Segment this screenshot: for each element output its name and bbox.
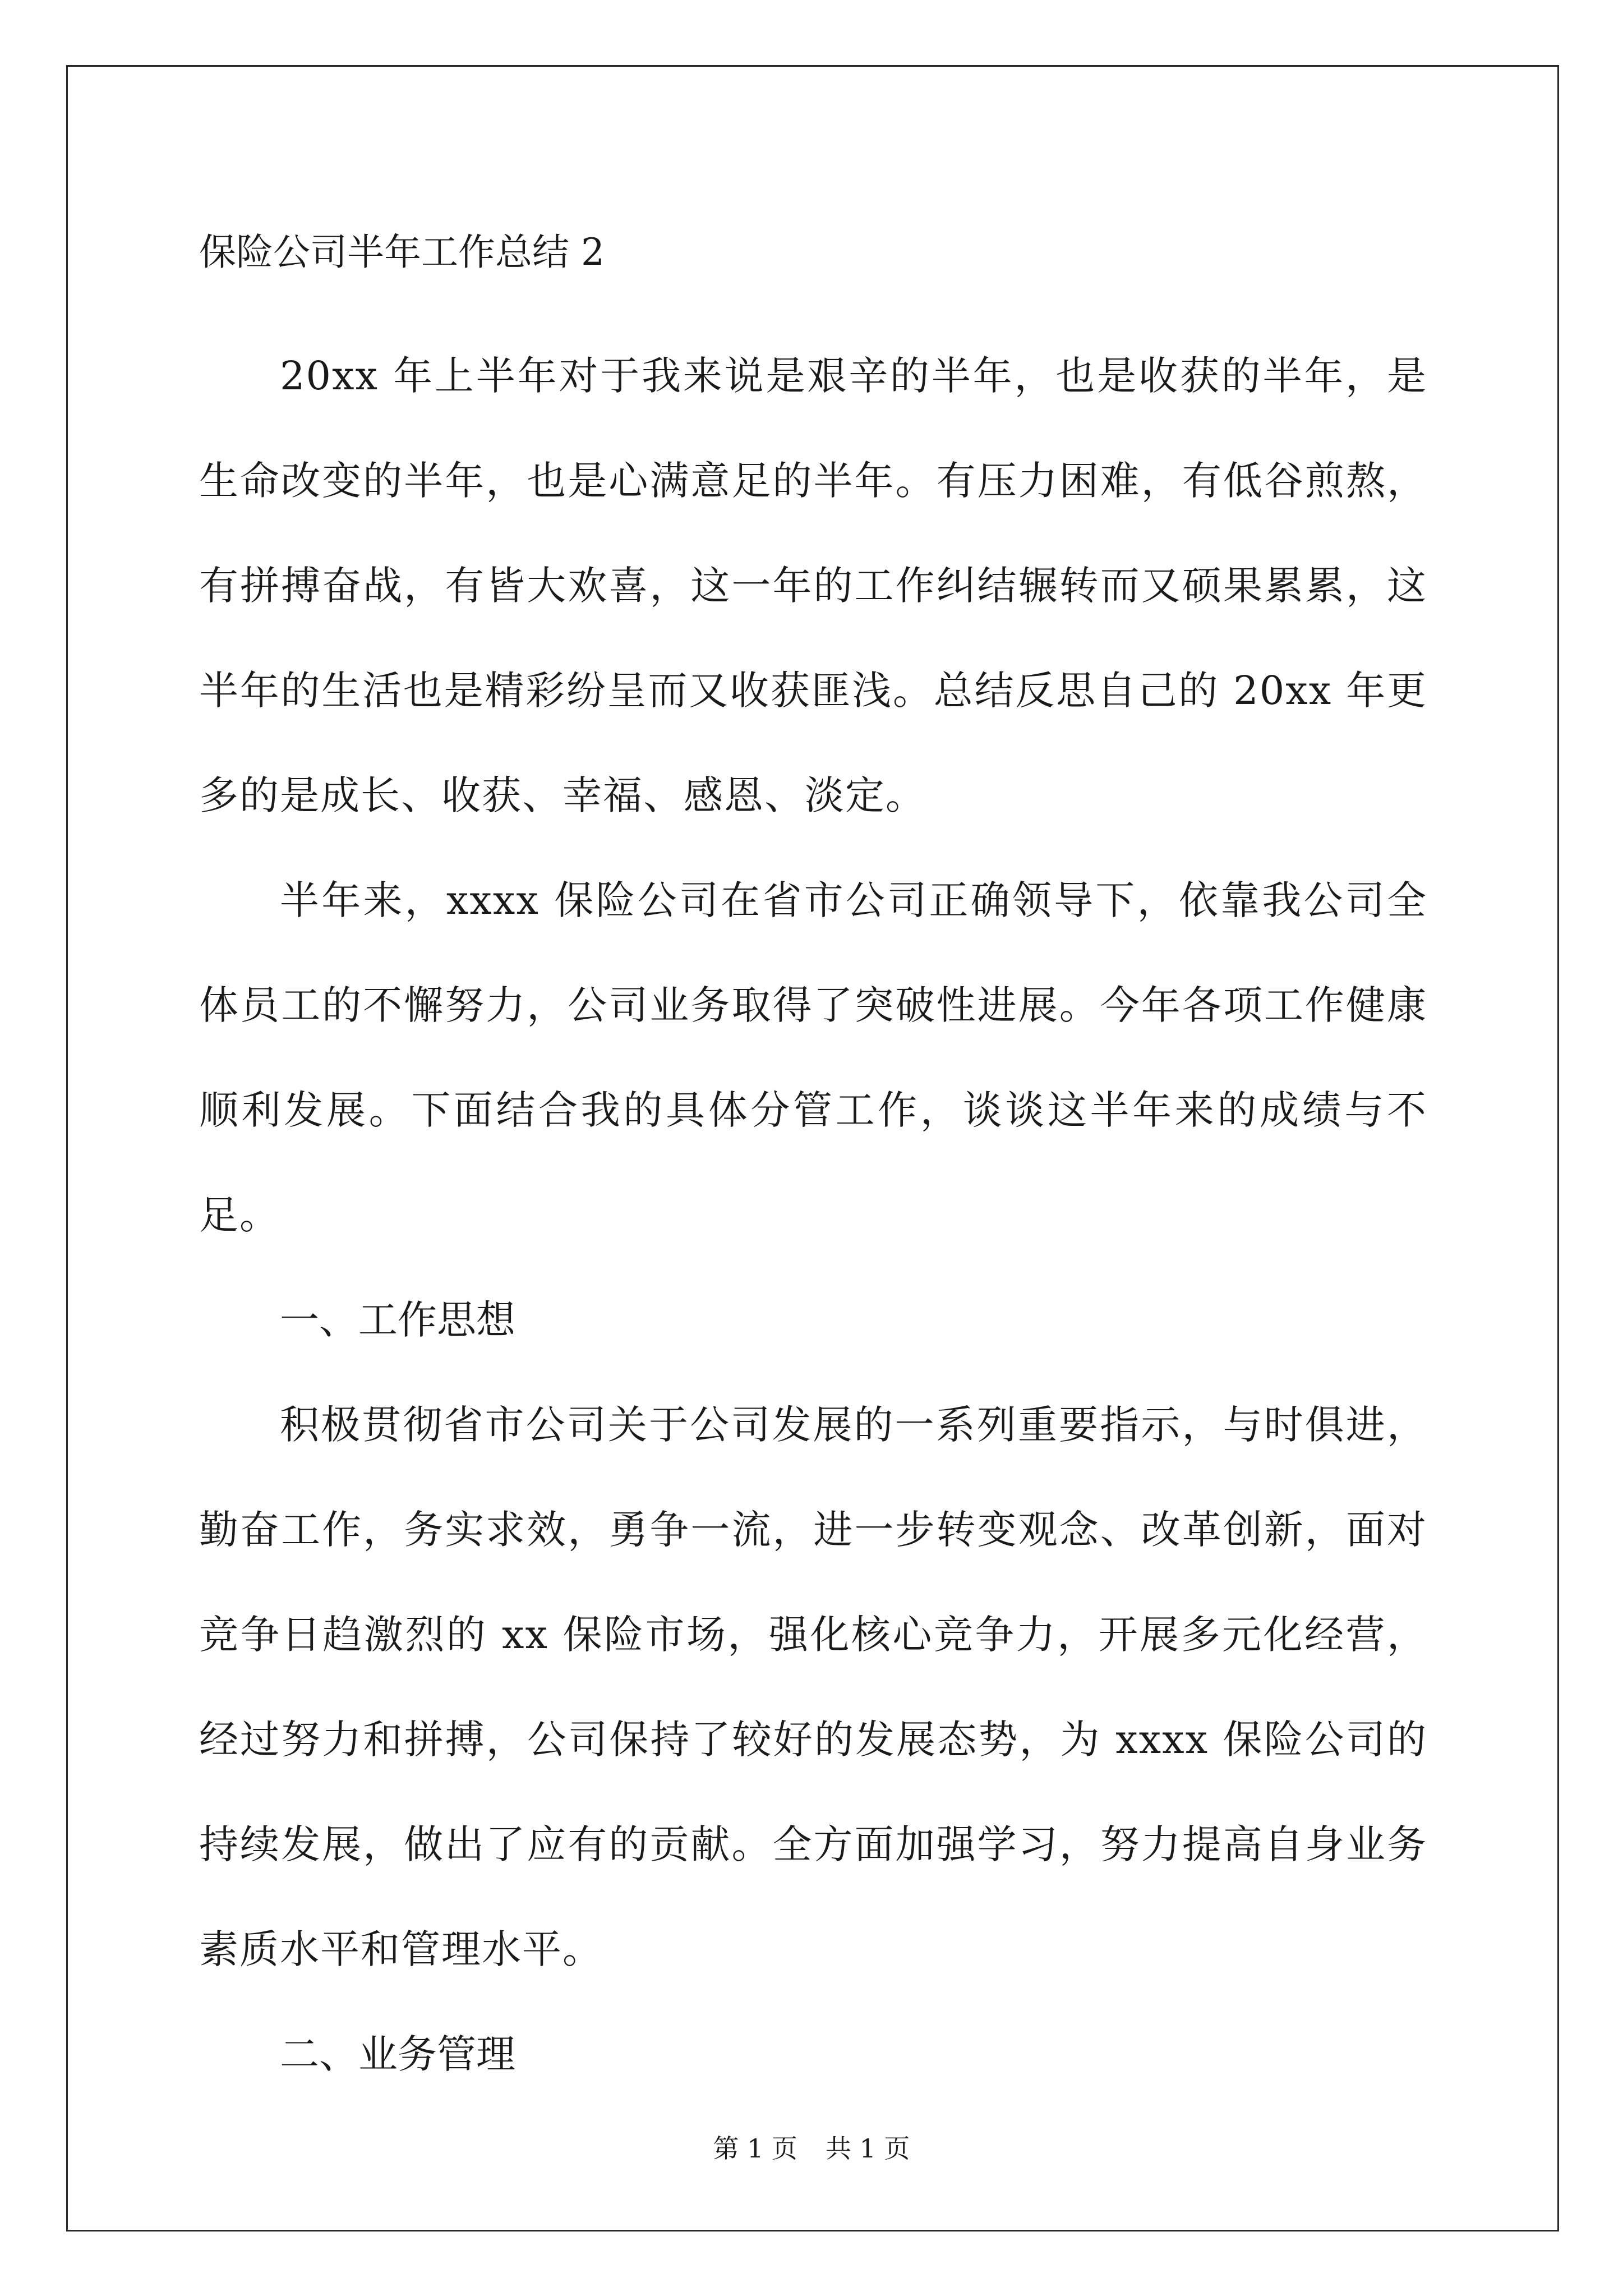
- page-number-total: 共 1 页: [826, 2133, 910, 2164]
- page-number-current: 第 1 页: [713, 2133, 797, 2164]
- document-body: [199, 227, 1427, 2107]
- paragraph-intro: 20xx 年上半年对于我来说是艰辛的半年，也是收获的半年，是生命改变的半年，也是心满意足的半年。有压力困难，有低谷煎熬，有拼搏奋战，有皆大欢喜，这一年的工作纠结辗转而又硕果累累，这半年的生活也是精彩纷呈而又收获匪浅。总结反思自己的 20xx 年更多的是成长、收获、幸福、感恩、淡定。: [199, 353, 1427, 818]
- section-heading-work-thinking: 一、工作思想: [280, 1297, 515, 1343]
- document-title: 保险公司半年工作总结 2: [199, 231, 605, 274]
- paragraph-work-thinking: 积极贯彻省市公司关于公司发展的一系列重要指示，与时俱进，勤奋工作，务实求效，勇争一流，进一步转变观念、改革创新，面对竞争日趋激烈的 xx 保险市场，强化核心竞争力，开展多元化经营，经过努力和拼搏，公司保持了较好的发展态势，为 xxxx 保险公司的持续发展，做出了应有的贡献。全方面加强学习，努力提高自身业务素质水平和管理水平。: [199, 1402, 1427, 1972]
- page-footer: [0, 2132, 1623, 2165]
- section-heading-business-management: 二、业务管理: [280, 2031, 515, 2077]
- paragraph-overview: 半年来，xxxx 保险公司在省市公司正确领导下，依靠我公司全体员工的不懈努力，公司业务取得了突破性进展。今年各项工作健康顺利发展。下面结合我的具体分管工作，谈谈这半年来的成绩与不足。: [199, 877, 1427, 1238]
